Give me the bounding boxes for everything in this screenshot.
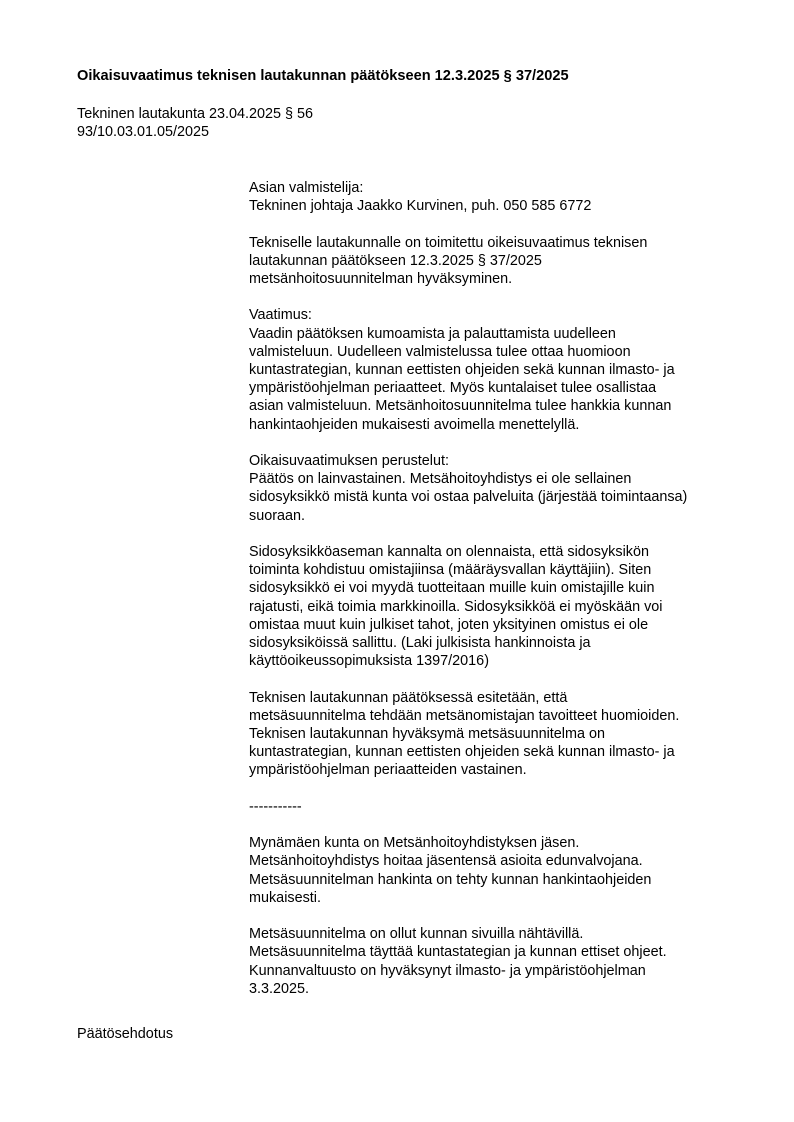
text-line: sidosyksikkö ei voi myydä tuotteitaan muille kuin omistajille kuin bbox=[249, 580, 655, 597]
text-line: suoraan. bbox=[249, 507, 306, 524]
text-line: Sidosyksikköaseman kannalta on olennaista, että sidosyksikön bbox=[249, 544, 649, 560]
text-line: asian valmisteluun. Metsänhoitosuunnitelma tulee hankkia kunnan bbox=[249, 398, 672, 415]
decision-proposal-heading: Päätösehdotus bbox=[77, 1026, 174, 1042]
text-line: toiminta kohdistuu omistajiinsa (määräysvallan käyttäjiin). Siten bbox=[249, 562, 652, 579]
body-paragraph bbox=[249, 925, 749, 998]
text-line: hankintaohjeiden mukaisesti avoimella menettelyllä. bbox=[249, 416, 580, 433]
text-line: Vaadin päätöksen kumoamista ja palauttamista uudelleen bbox=[249, 325, 616, 342]
text-line: Mynämäen kunta on Metsänhoitoyhdistyksen jäsen. bbox=[249, 835, 580, 852]
body-paragraph bbox=[249, 834, 749, 907]
body-paragraph bbox=[249, 689, 749, 780]
text-line: Kunnanvaltuusto on hyväksynyt ilmasto- ja ympäristöohjelman bbox=[249, 962, 646, 979]
body-paragraph bbox=[249, 452, 749, 525]
text-line: ympäristöohjelman periaatteiden vastainen. bbox=[249, 762, 527, 779]
text-line: ----------- bbox=[249, 798, 302, 815]
text-line: 3.3.2025. bbox=[249, 980, 310, 997]
case-number: 93/10.03.01.05/2025 bbox=[77, 124, 210, 141]
text-line: metsäsuunnitelma tehdään metsänomistajan tavoitteet huomioiden. bbox=[249, 707, 680, 724]
text-line: käyttöoikeussopimuksista 1397/2016) bbox=[249, 653, 489, 670]
text-line: metsänhoitosuunnitelman hyväksyminen. bbox=[249, 271, 513, 287]
text-line: kuntastrategian, kunnan eettisten ohjeiden sekä kunnan ilmasto- ja bbox=[249, 362, 675, 378]
text-line: rajatusti, eikä toimia markkinoilla. Sidosyksikköä ei myöskään voi bbox=[249, 598, 663, 615]
meeting-reference: Tekninen lautakunta 23.04.2025 § 56 bbox=[77, 106, 314, 122]
text-line: sidosyksiköissä sallittu. (Laki julkisista hankinnoista ja bbox=[249, 635, 591, 652]
text-line: Vaatimus: bbox=[249, 307, 312, 324]
body-paragraph bbox=[249, 234, 749, 289]
text-line: Asian valmistelija: bbox=[249, 180, 364, 196]
text-line: Tekninen johtaja Jaakko Kurvinen, puh. 050 585 6772 bbox=[249, 198, 592, 215]
body-paragraph bbox=[249, 179, 749, 215]
body-paragraph bbox=[249, 798, 749, 816]
document-title: Oikaisuvaatimus teknisen lautakunnan päätökseen 12.3.2025 § 37/2025 bbox=[77, 68, 569, 84]
text-line: lautakunnan päätökseen 12.3.2025 § 37/2025 bbox=[249, 252, 542, 269]
text-line: Oikaisuvaatimuksen perustelut: bbox=[249, 453, 449, 469]
text-line: Tekniselle lautakunnalle on toimitettu oikeisuvaatimus teknisen bbox=[249, 234, 648, 251]
document-body bbox=[249, 179, 749, 1016]
text-line: mukaisesti. bbox=[249, 889, 321, 906]
text-line: omistaa muut kuin julkiset tahot, joten yksityinen omistus ei ole bbox=[249, 616, 649, 633]
text-line: Metsäsuunnitelma on ollut kunnan sivuilla nähtävillä. bbox=[249, 926, 584, 943]
text-line: kuntastrategian, kunnan eettisten ohjeiden sekä kunnan ilmasto- ja bbox=[249, 744, 675, 761]
document-meta bbox=[77, 105, 313, 141]
text-line: Päätös on lainvastainen. Metsähoitoyhdistys ei ole sellainen bbox=[249, 471, 632, 488]
text-line: ympäristöohjelman periaatteet. Myös kuntalaiset tulee osallistaa bbox=[249, 380, 657, 397]
body-paragraph bbox=[249, 306, 749, 433]
text-line: Teknisen lautakunnan hyväksymä metsäsuunnitelma on bbox=[249, 726, 605, 743]
body-paragraph bbox=[249, 543, 749, 670]
text-line: Metsänhoitoyhdistys hoitaa jäsentensä asioita edunvalvojana. bbox=[249, 853, 643, 870]
text-line: valmisteluun. Uudelleen valmistelussa tulee ottaa huomioon bbox=[249, 343, 631, 360]
text-line: Teknisen lautakunnan päätöksessä esitetään, että bbox=[249, 689, 568, 706]
text-line: sidosyksikkö mistä kunta voi ostaa palveluita (järjestää toimintaansa) bbox=[249, 489, 688, 506]
text-line: Metsäsuunnitelma täyttää kuntastategian ja kunnan ettiset ohjeet. bbox=[249, 944, 667, 961]
text-line: Metsäsuunnitelman hankinta on tehty kunnan hankintaohjeiden bbox=[249, 871, 652, 888]
